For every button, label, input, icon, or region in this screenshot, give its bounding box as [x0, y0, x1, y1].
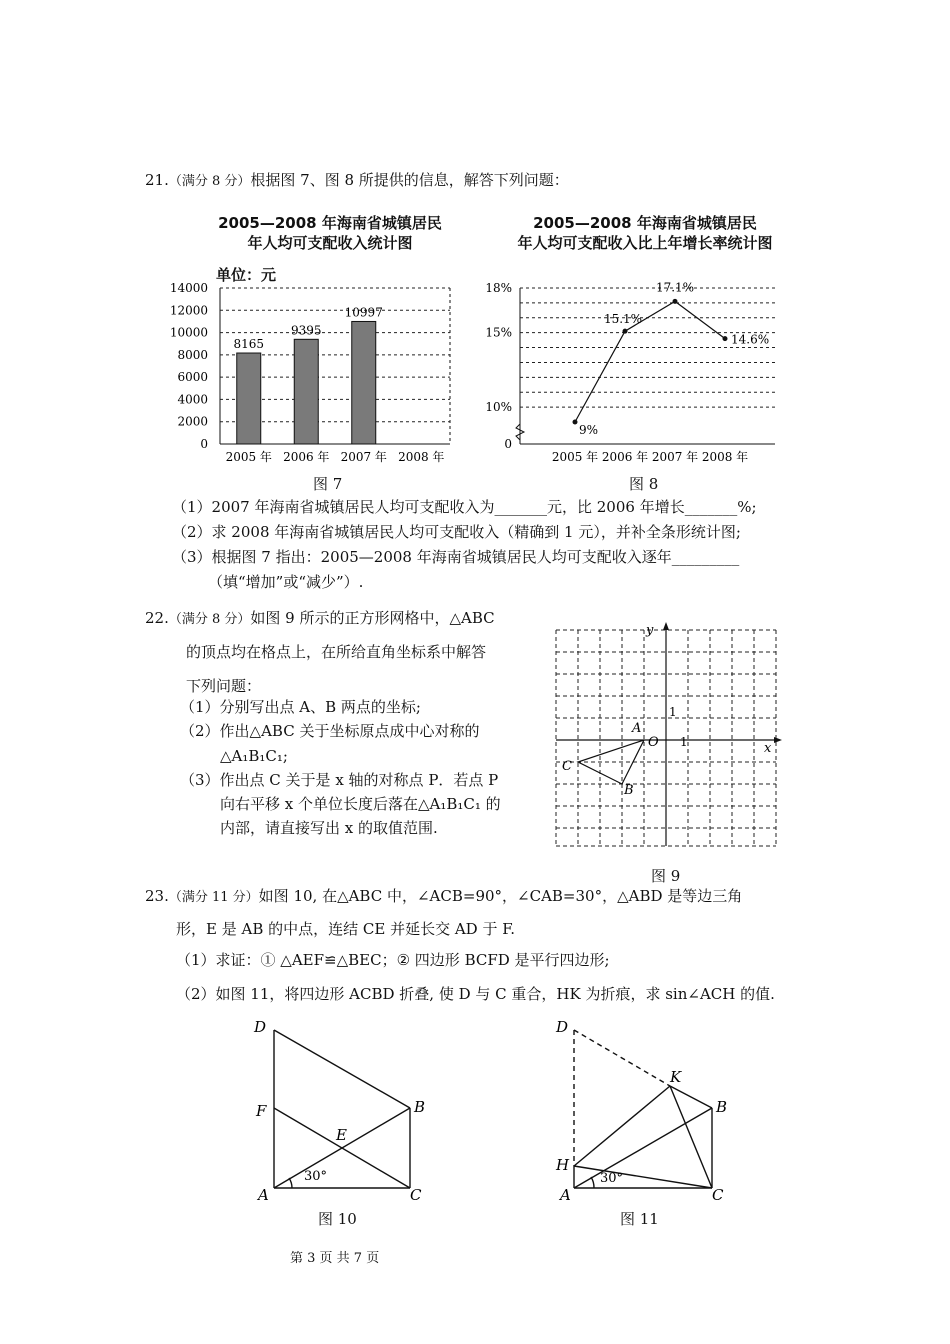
fig11-h: H [556, 1156, 570, 1174]
chart8-series-line [575, 301, 725, 422]
q22-sub2: （2）作出△ABC 关于坐标原点成中心对称的 [180, 722, 480, 740]
chart8-line-chart [480, 278, 800, 473]
fig11-b: B [716, 1098, 728, 1116]
chart8-value-label: 15.1% [603, 312, 643, 327]
chart7-ytick-label: 12000 [169, 303, 208, 318]
q22-line1: 如图 9 所示的正方形网格中，△ABC [250, 609, 495, 627]
fig10-e: E [336, 1126, 347, 1144]
fig9-x-label: x [764, 741, 772, 756]
chart7-bar [352, 321, 376, 444]
chart8-point [573, 420, 578, 425]
fig10-b: B [414, 1098, 426, 1116]
figure10-diagram [240, 1010, 440, 1210]
fig11-c: C [712, 1186, 724, 1204]
fig10-angle: 30° [304, 1169, 328, 1184]
q21-stem-line [145, 170, 569, 192]
chart7-xtick-label: 2006 年 [283, 450, 330, 464]
chart7-value-label: 10997 [344, 305, 383, 320]
chart7-ytick-label: 6000 [177, 370, 208, 385]
chart8-value-label: 9% [579, 423, 599, 437]
chart7-xtick-label: 2005 年 [225, 450, 272, 464]
chart7-bar [294, 339, 318, 444]
q23-score: （满分 11 分） [168, 890, 259, 905]
chart8-point [673, 299, 678, 304]
chart8-xtick-label: 2008 年 [701, 450, 749, 464]
fig9-y-one: 1 [669, 705, 677, 719]
fig10-f: F [256, 1102, 267, 1120]
fig11-a: A [560, 1186, 571, 1204]
fig11-caption: 图 11 [620, 1210, 659, 1228]
chart7-ytick-label: 4000 [177, 392, 208, 407]
fig11-d: D [556, 1018, 569, 1036]
fig9-x-one: 1 [680, 735, 688, 749]
chart7-caption: 图 7 [313, 475, 343, 493]
chart7-ytick-label: 0 [200, 437, 208, 451]
fig11-angle: 30° [600, 1171, 624, 1186]
chart7-ytick-label: 8000 [177, 347, 208, 362]
chart8-ytick-label: 0 [504, 437, 512, 451]
q22-score: （满分 8 分） [168, 612, 251, 627]
fig9-point-a: A [632, 721, 642, 736]
chart8-subtitle: 年人均可支配收入比上年增长率统计图 [517, 234, 773, 252]
chart7-subtitle: 年人均可支配收入统计图 [247, 234, 413, 252]
q23-number: 23. [145, 887, 169, 905]
chart7-xtick-label: 2007 年 [340, 450, 387, 464]
q23-sub2: （2）如图 11，将四边形 ACBD 折叠, 使 D 与 C 重合，HK 为折痕，求 sin∠ACH 的值. [176, 985, 775, 1003]
q23-line1: 如图 10, 在△ABC 中，∠ACB=90°，∠CAB=30°，△ABD 是等边三角 [258, 887, 743, 905]
chart8-xtick-label: 2005 年 [551, 450, 599, 464]
fig10-a: A [258, 1186, 269, 1204]
q23-sub1: （1）求证：① △AEF≌△BEC；② 四边形 BCFD 是平行四边形; [176, 951, 610, 969]
fig10-c: C [410, 1186, 422, 1204]
chart7-bar [237, 353, 261, 444]
q21-score: （满分 8 分） [168, 174, 251, 189]
chart8-value-label: 14.6% [731, 332, 770, 347]
q22-line2: 的顶点均在格点上，在所给直角坐标系中解答 [186, 643, 487, 661]
chart8-ytick-label: 15% [485, 325, 512, 340]
fig10-caption: 图 10 [318, 1210, 357, 1228]
q21-number: 21. [145, 171, 169, 189]
q22-sub2b: △A₁B₁C₁; [220, 747, 288, 765]
chart8-xtick-label: 2007 年 [651, 450, 699, 464]
q22-line1-row [145, 608, 495, 630]
q21-sub2: （2）求 2008 年海南省城镇居民人均可支配收入（精确到 1 元），并补全条形统计图; [172, 523, 741, 541]
figure9-coordinate-grid [550, 620, 790, 855]
chart7-xtick-label: 2008 年 [398, 450, 445, 464]
chart7-bar-chart [160, 278, 470, 473]
fig9-point-b: B [624, 783, 634, 798]
chart8-point [723, 336, 728, 341]
chart8-point [623, 329, 628, 334]
q22-sub3: （3）作出点 C 关于是 x 轴的对称点 P．若点 P [180, 771, 499, 789]
q22-sub1: （1）分别写出点 A、B 两点的坐标; [180, 698, 421, 716]
fig9-y-label: y [646, 623, 654, 638]
q23-line2: 形，E 是 AB 的中点，连结 CE 并延长交 AD 于 F. [176, 920, 516, 938]
q21-sub3b: （填“增加”或“减少”）. [208, 573, 364, 591]
chart7-unit-label: 单位：元 [216, 266, 277, 284]
figure11-diagram [540, 1010, 740, 1210]
page-footer: 第 3 页 共 7 页 [290, 1251, 380, 1266]
fig9-caption: 图 9 [651, 867, 681, 885]
fig11-k: K [670, 1068, 682, 1086]
q21-stem: 根据图 7、图 8 所提供的信息，解答下列问题： [250, 171, 569, 189]
fig9-origin-label: O [648, 735, 659, 750]
chart7-ytick-label: 2000 [177, 414, 208, 429]
q22-sub3b: 向右平移 x 个单位长度后落在△A₁B₁C₁ 的 [220, 795, 501, 813]
fig9-point-c: C [562, 759, 572, 774]
q21-sub1: （1）2007 年海南省城镇居民人均可支配收入为_______元，比 2006 年增长_______%; [172, 498, 757, 516]
chart7-value-label: 8165 [233, 337, 265, 352]
chart7-ytick-label: 10000 [169, 325, 208, 340]
chart8-value-label: 17.1% [655, 280, 695, 295]
chart7-value-label: 9395 [290, 323, 322, 338]
q22-line3: 下列问题： [186, 677, 262, 695]
q21-sub3: （3）根据图 7 指出：2005—2008 年海南省城镇居民人均可支配收入逐年_________ [172, 548, 740, 566]
chart7-title: 2005—2008 年海南省城镇居民 [218, 214, 442, 232]
chart8-ytick-label: 18% [485, 281, 512, 295]
chart8-xtick-label: 2006 年 [601, 450, 649, 464]
chart7-ytick-label: 14000 [169, 281, 208, 295]
q22-sub3c: 内部，请直接写出 x 的取值范围. [220, 819, 438, 837]
chart8-title: 2005—2008 年海南省城镇居民 [533, 214, 757, 232]
chart8-ytick-label: 10% [485, 400, 512, 415]
fig10-d: D [254, 1018, 267, 1036]
chart8-caption: 图 8 [629, 475, 659, 493]
q22-number: 22. [145, 609, 169, 627]
q23-line1-row [145, 886, 742, 908]
